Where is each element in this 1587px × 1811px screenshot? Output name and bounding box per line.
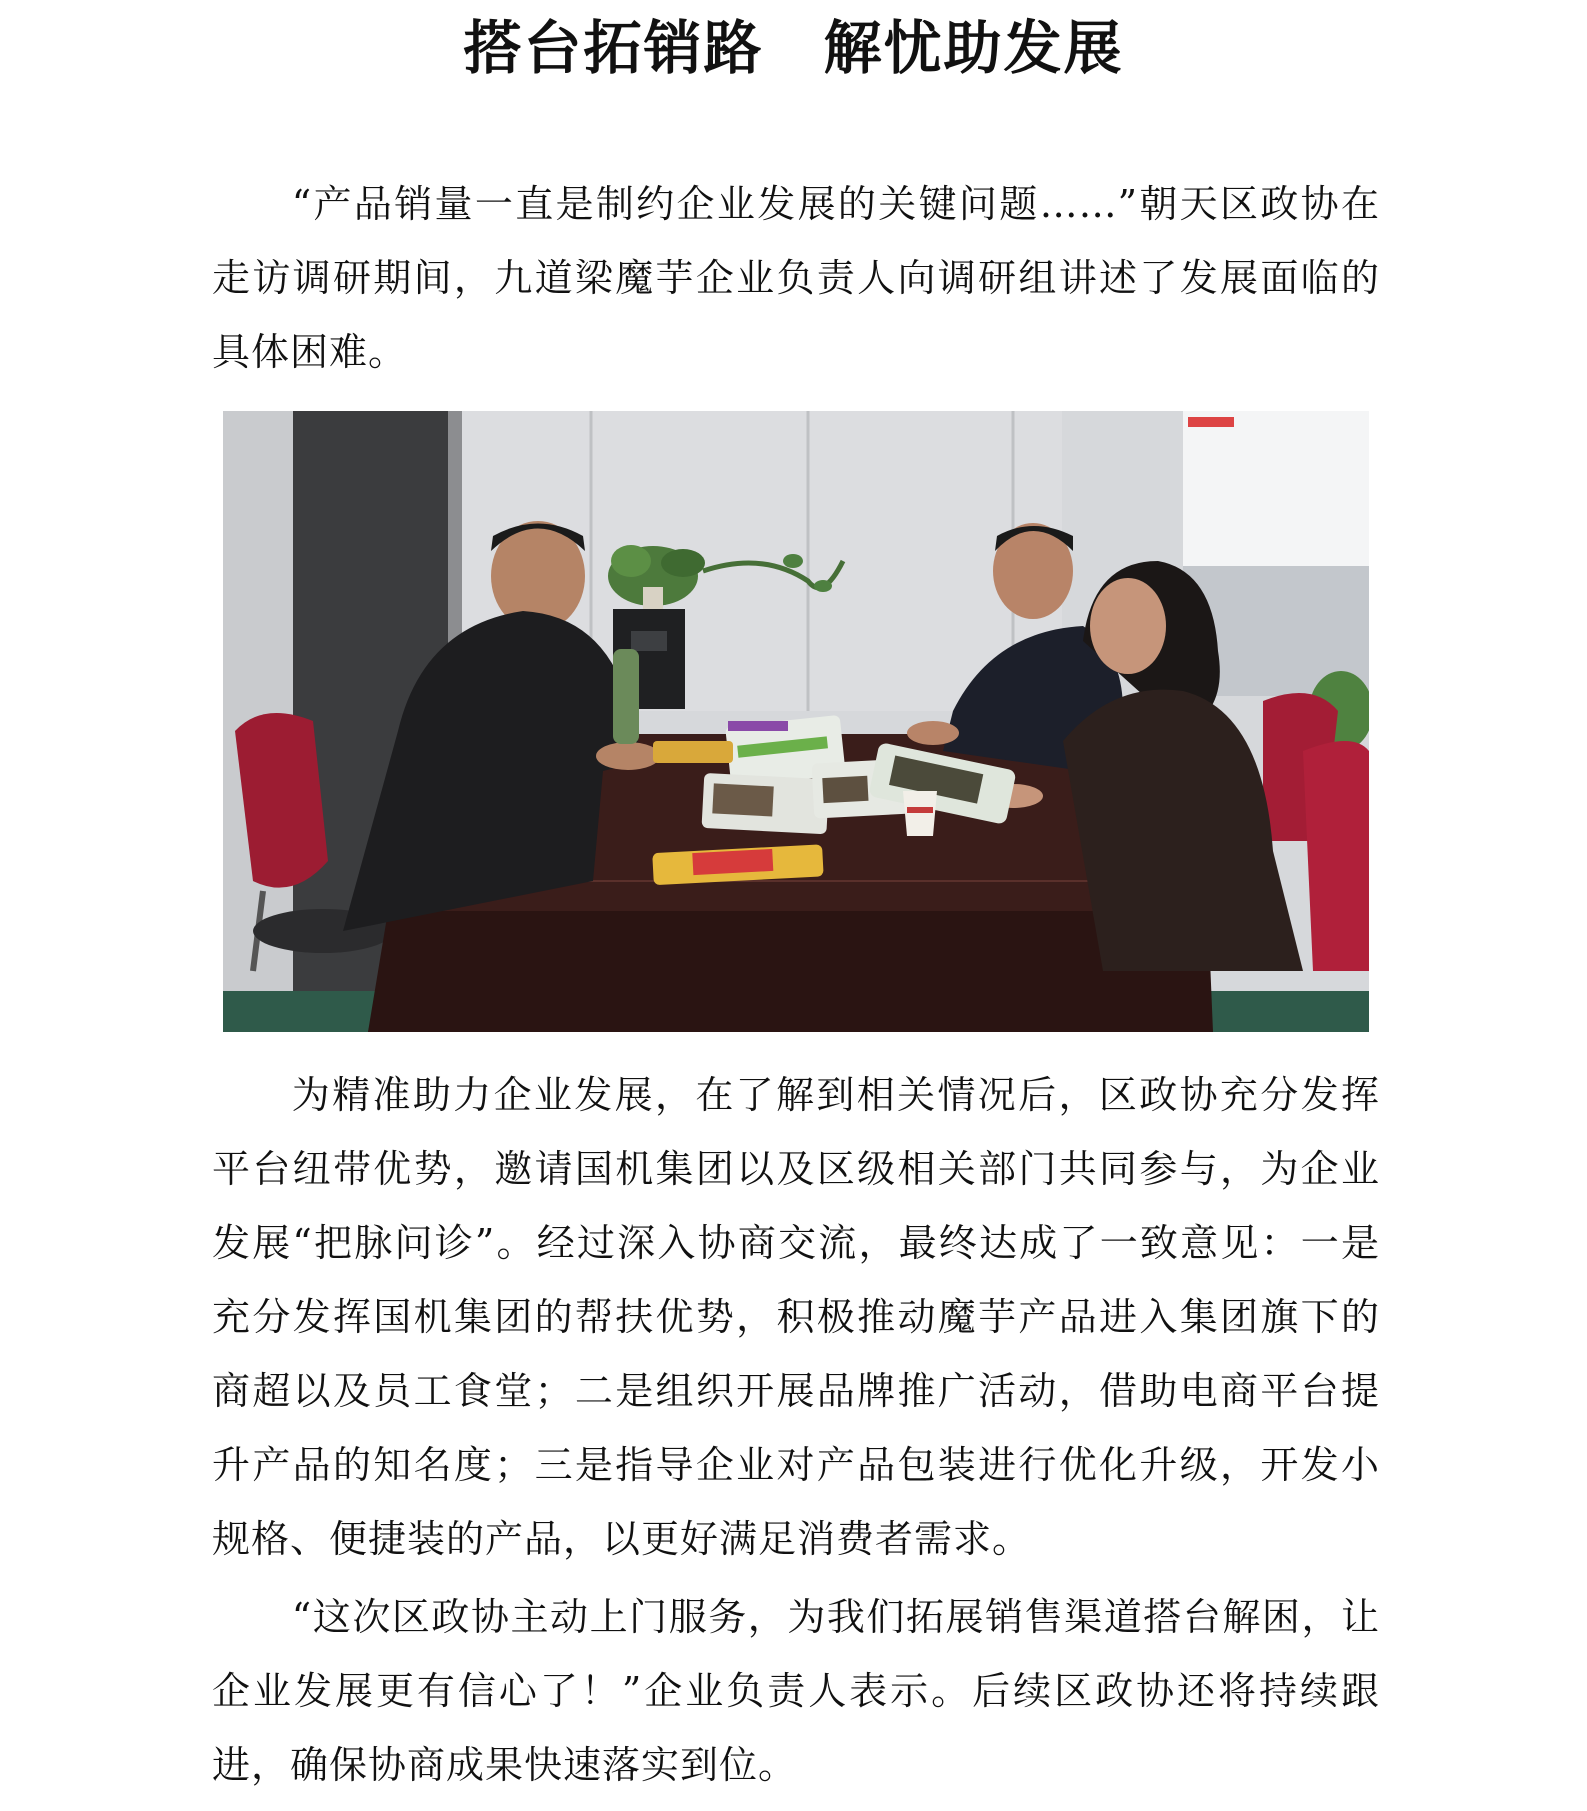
meeting-photo xyxy=(223,411,1369,1032)
paragraph-quote: “这次区政协主动上门服务，为我们拓展销售渠道搭台解困，让企业发展更有信心了！”企业负责人表示。后续区政协还将持续跟进，确保协商成果快速落实到位。 xyxy=(212,1595,1380,1787)
article-title: 搭台拓销路 解忧助发展 xyxy=(463,14,1124,82)
paragraph-measures: 为精准助力企业发展，在了解到相关情况后，区政协充分发挥平台纽带优势，邀请国机集团以及区级相关部门共同参与，为企业发展“把脉问诊”。经过深入协商交流，最终达成了一致意见：一是充分发挥国机集团的帮扶优势，积极推动魔芋产品进入集团旗下的商超以及员工食堂；二是组织开展品牌推广活动，借助电商平台提升产品的知名度；三是指导企业对产品包装进行优化升级，开发小规格、便捷装的产品，以更好满足消费者需求。 xyxy=(212,1073,1380,1561)
paragraph-intro: “产品销量一直是制约企业发展的关键问题……”朝天区政协在走访调研期间，九道梁魔芋企业负责人向调研组讲述了发展面临的具体困难。 xyxy=(212,182,1380,374)
